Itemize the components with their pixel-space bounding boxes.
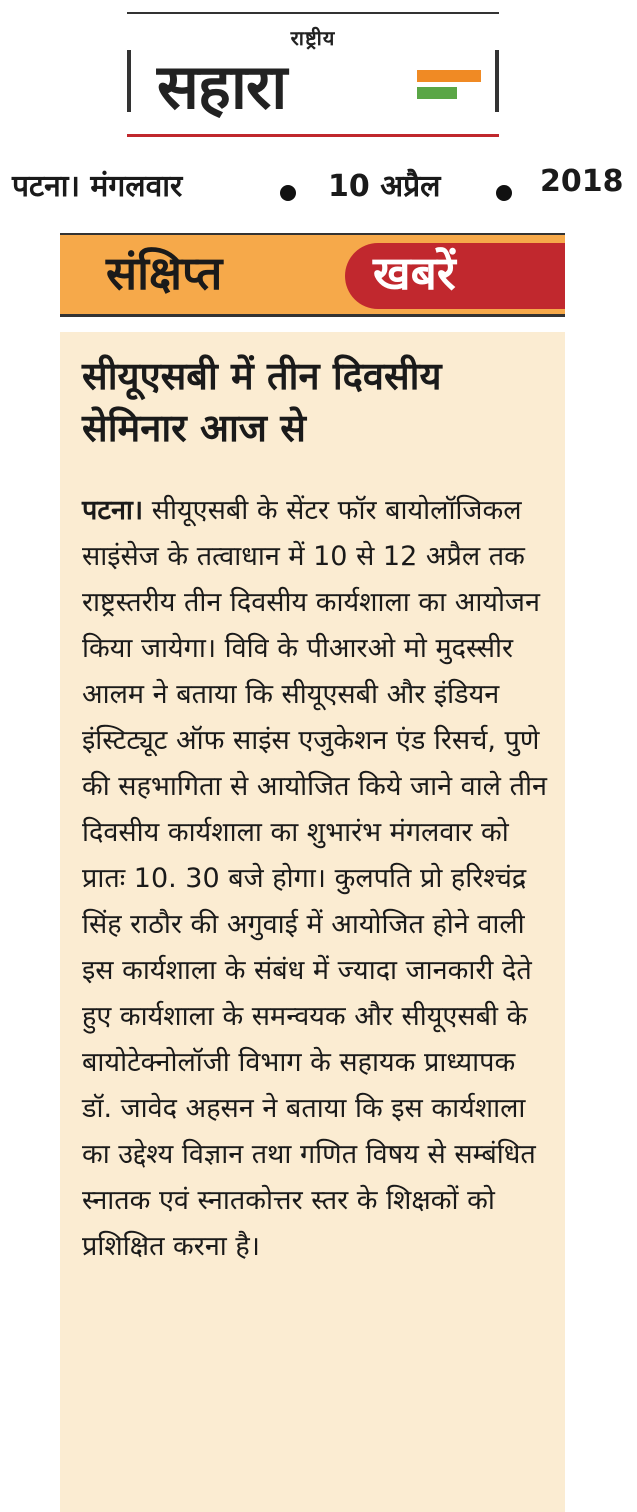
masthead-bottom-rule: [127, 134, 499, 137]
article-body-text: सीयूएसबी के सेंटर फॉर बायोलॉजिकल साइंसेज के तत्वाधान में 10 से 12 अप्रैल तक राष्ट्रस्तरीय तीन दिवसीय कार्यशाला का आयोजन किया जायेगा। विवि के पीआरओ मो मुदस्सीर आलम ने बताया कि सीयूएसबी और इंडियन इंस्टिट्यूट ऑफ साइंस एजुकेशन एंड रिसर्च, पुणे की सहभागिता से आयोजित किये जाने वाले तीन दिवसीय कार्यशाला का शुभारंभ मंगलवार को प्रातः 10. 30 बजे होगा। कुलपति प्रो हरिश्चंद्र सिंह राठौर की अगुवाई में आयोजित होने वाली इस कार्यशाला के संबंध में ज्यादा जानकारी देते हुए कार्यशाला के समन्वयक और सीयूएसबी के बायोटेक्नोलॉजी विभाग के सहायक प्राध्यापक डॉ. जावेद अहसन ने बताया कि इस कार्यशाला का उद्देश्य विज्ञान तथा गणित विषय से सम्बंधित स्नातक एवं स्नातकोत्तर स्तर के शिक्षकों को प्रशिक्षित करना है।: [82, 495, 547, 1262]
article-headline: सीयूएसबी में तीन दिवसीय सेमिनार आज से: [82, 354, 442, 450]
flag-stripes-icon: [417, 70, 481, 110]
banner-pill: [345, 243, 565, 309]
article-body: [82, 488, 552, 1270]
masthead-right-bar: [495, 50, 499, 112]
bullet-dot-icon: [280, 174, 296, 209]
masthead-top-rule: [127, 12, 499, 14]
masthead-subtitle: राष्ट्रीय: [290, 26, 336, 50]
banner-label-news: खबरें: [373, 246, 456, 300]
masthead: [127, 12, 499, 126]
article-placeline: पटना।: [82, 495, 144, 526]
news-article: [60, 332, 565, 1512]
masthead-logo-title: सहारा: [157, 50, 287, 123]
dateline: [12, 164, 632, 204]
brief-news-banner: [60, 233, 565, 317]
masthead-left-bar: [127, 50, 131, 112]
dateline-date: 10 अप्रैल: [328, 169, 441, 204]
dateline-city-day: पटना। मंगलवार: [12, 169, 183, 204]
bullet-dot-icon: [496, 174, 512, 209]
banner-label-brief: संक्षिप्त: [106, 246, 223, 300]
dateline-year: 2018: [540, 164, 624, 199]
